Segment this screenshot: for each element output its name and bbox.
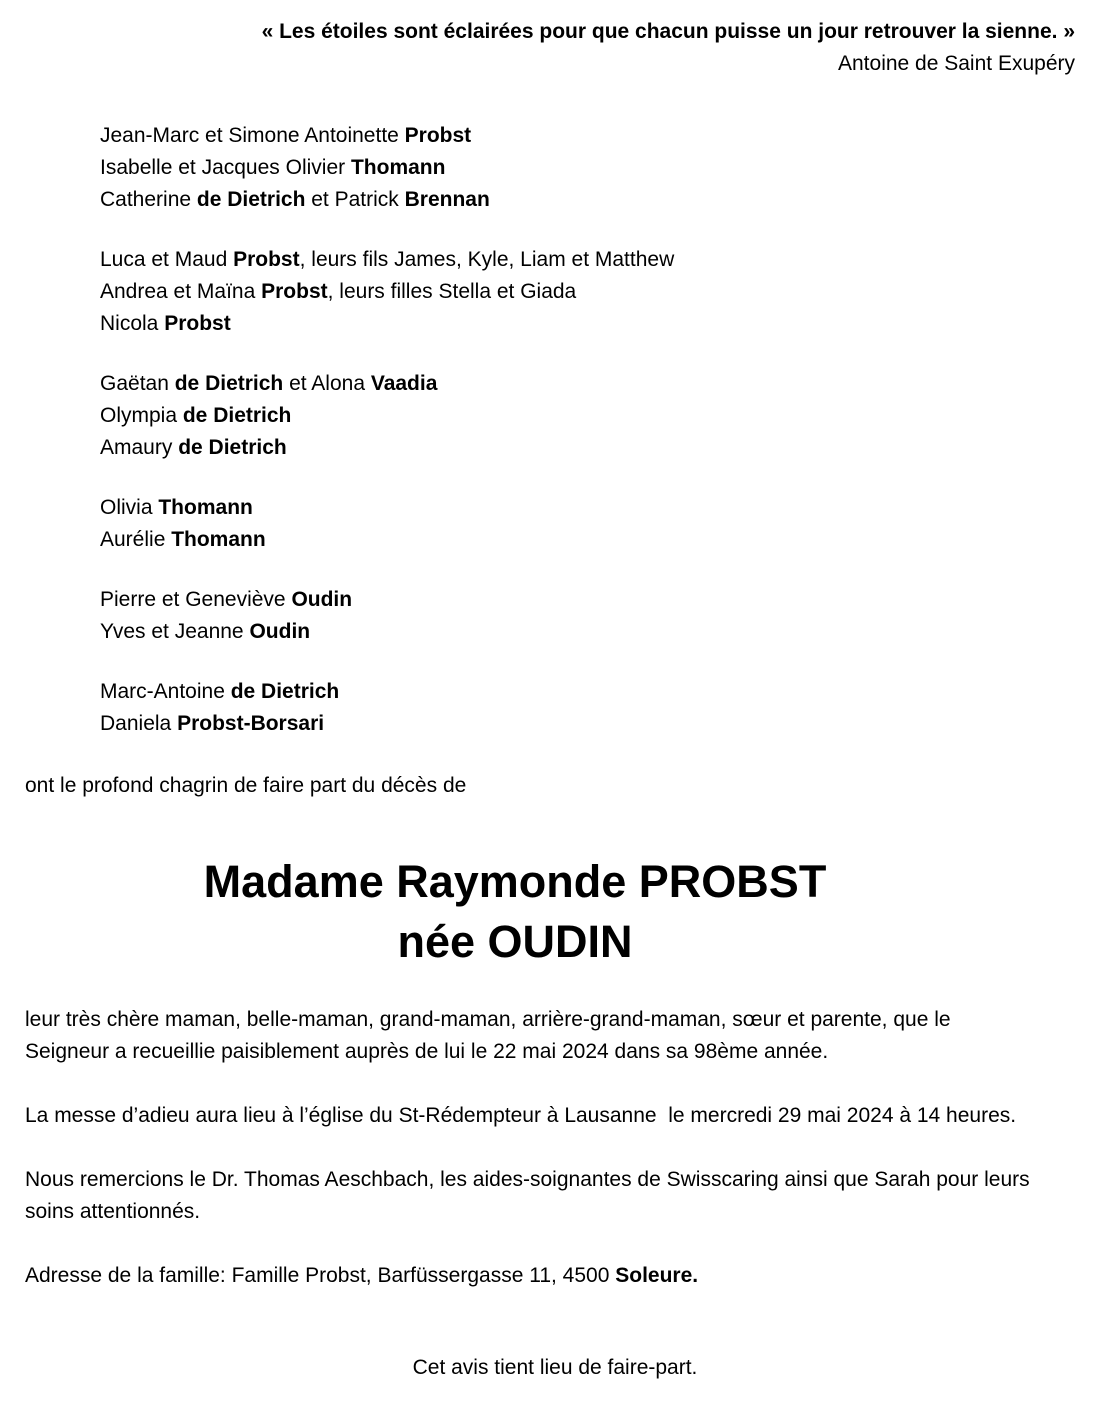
- text-segment: Gaëtan: [100, 372, 175, 395]
- text-segment: et Patrick: [305, 188, 405, 211]
- family-line: [100, 616, 1120, 648]
- text-segment: et Alona: [283, 372, 371, 395]
- text-segment: de Dietrich: [230, 680, 340, 703]
- announcement-intro: ont le profond chagrin de faire part du décès de: [25, 774, 467, 797]
- text-segment: Vaadia: [370, 372, 438, 395]
- text-segment: Oudin: [291, 588, 353, 611]
- text-segment: Seigneur a recueillie paisiblement auprès de lui le 22 mai 2024 dans sa 98ème année.: [25, 1040, 829, 1063]
- family-line: [100, 492, 1120, 524]
- text-segment: Jean-Marc et Simone Antoinette: [100, 124, 405, 147]
- text-segment: de Dietrich: [196, 188, 306, 211]
- closing-line: Cet avis tient lieu de faire-part.: [412, 1356, 698, 1379]
- text-segment: Olivia: [100, 496, 159, 519]
- family-line: [100, 400, 1120, 432]
- text-segment: soins attentionnés.: [25, 1200, 201, 1223]
- deceased-maiden-name: née OUDIN: [397, 916, 633, 967]
- deceased-name: Madame Raymonde PROBST: [203, 856, 827, 907]
- text-segment: Thomann: [158, 496, 253, 519]
- family-line: [100, 120, 1120, 152]
- text-segment: Pierre et Geneviève: [100, 588, 292, 611]
- text-segment: Thomann: [171, 528, 266, 551]
- text-segment: , leurs fils James, Kyle, Liam et Matthew: [299, 248, 675, 271]
- text-segment: de Dietrich: [178, 436, 287, 459]
- paragraph-line: [25, 1004, 1095, 1036]
- text-segment: Probst-Borsari: [177, 712, 325, 735]
- family-line: [100, 276, 1120, 308]
- text-segment: Nicola: [100, 312, 165, 335]
- text-segment: Olympia: [100, 404, 183, 427]
- text-segment: Luca et Maud: [100, 248, 234, 271]
- text-segment: Probst: [164, 312, 231, 335]
- text-segment: Marc-Antoine: [100, 680, 231, 703]
- quote-text: « Les étoiles sont éclairées pour que chacun puisse un jour retrouver la sienne. »: [261, 20, 1075, 43]
- family-line: [100, 676, 1120, 708]
- text-segment: de Dietrich: [182, 404, 292, 427]
- paragraph-line: [25, 1260, 1095, 1292]
- text-segment: Probst: [404, 124, 472, 147]
- family-line: [100, 184, 1120, 216]
- quote-block: [0, 0, 1075, 80]
- paragraph: [25, 1260, 1095, 1292]
- paragraph-line: [25, 1164, 1095, 1196]
- text-segment: Brennan: [404, 188, 490, 211]
- family-group: [100, 584, 1120, 648]
- text-segment: Probst: [261, 280, 328, 303]
- family-line: [100, 584, 1120, 616]
- family-line: [100, 152, 1120, 184]
- text-segment: Adresse de la famille: Famille Probst, Barfüssergasse 11, 4500: [25, 1264, 616, 1287]
- text-segment: Isabelle et Jacques Olivier: [100, 156, 351, 179]
- paragraph: [25, 1164, 1095, 1228]
- family-line: [100, 244, 1120, 276]
- text-segment: , leurs filles Stella et Giada: [327, 280, 577, 303]
- text-segment: Andrea et Maïna: [100, 280, 262, 303]
- text-segment: Yves et Jeanne: [100, 620, 250, 643]
- family-line: [100, 524, 1120, 556]
- text-segment: Probst: [233, 248, 300, 271]
- body-paragraphs: [25, 1004, 1095, 1292]
- text-segment: La messe d’adieu aura lieu à l’église du St-Rédempteur à Lausanne le mercredi 29 mai 2024 à 14 heures.: [25, 1104, 1017, 1127]
- text-segment: Oudin: [249, 620, 311, 643]
- deceased-name-block: [0, 852, 1120, 972]
- family-line: [100, 708, 1120, 740]
- text-segment: Catherine: [100, 188, 197, 211]
- family-group: [100, 492, 1120, 556]
- text-segment: Daniela: [100, 712, 178, 735]
- family-line: [100, 368, 1120, 400]
- family-groups: [100, 120, 1120, 740]
- text-segment: Nous remercions le Dr. Thomas Aeschbach, les aides-soignantes de Swisscaring ainsi que Sarah pour leurs: [25, 1168, 1030, 1191]
- family-line: [100, 308, 1120, 340]
- family-group: [100, 120, 1120, 216]
- family-group: [100, 244, 1120, 340]
- text-segment: Thomann: [350, 156, 446, 179]
- paragraph: [25, 1004, 1095, 1068]
- paragraph-line: [25, 1100, 1095, 1132]
- text-segment: Soleure.: [615, 1264, 699, 1287]
- text-segment: de Dietrich: [174, 372, 284, 395]
- text-segment: Amaury: [100, 436, 179, 459]
- paragraph: [25, 1100, 1095, 1132]
- family-group: [100, 676, 1120, 740]
- paragraph-line: [25, 1196, 1095, 1228]
- text-segment: leur très chère maman, belle-maman, grand-maman, arrière-grand-maman, sœur et parente, que le: [25, 1008, 951, 1031]
- paragraph-line: [25, 1036, 1095, 1068]
- quote-attribution: Antoine de Saint Exupéry: [838, 52, 1075, 75]
- text-segment: Aurélie: [100, 528, 172, 551]
- family-line: [100, 432, 1120, 464]
- family-group: [100, 368, 1120, 464]
